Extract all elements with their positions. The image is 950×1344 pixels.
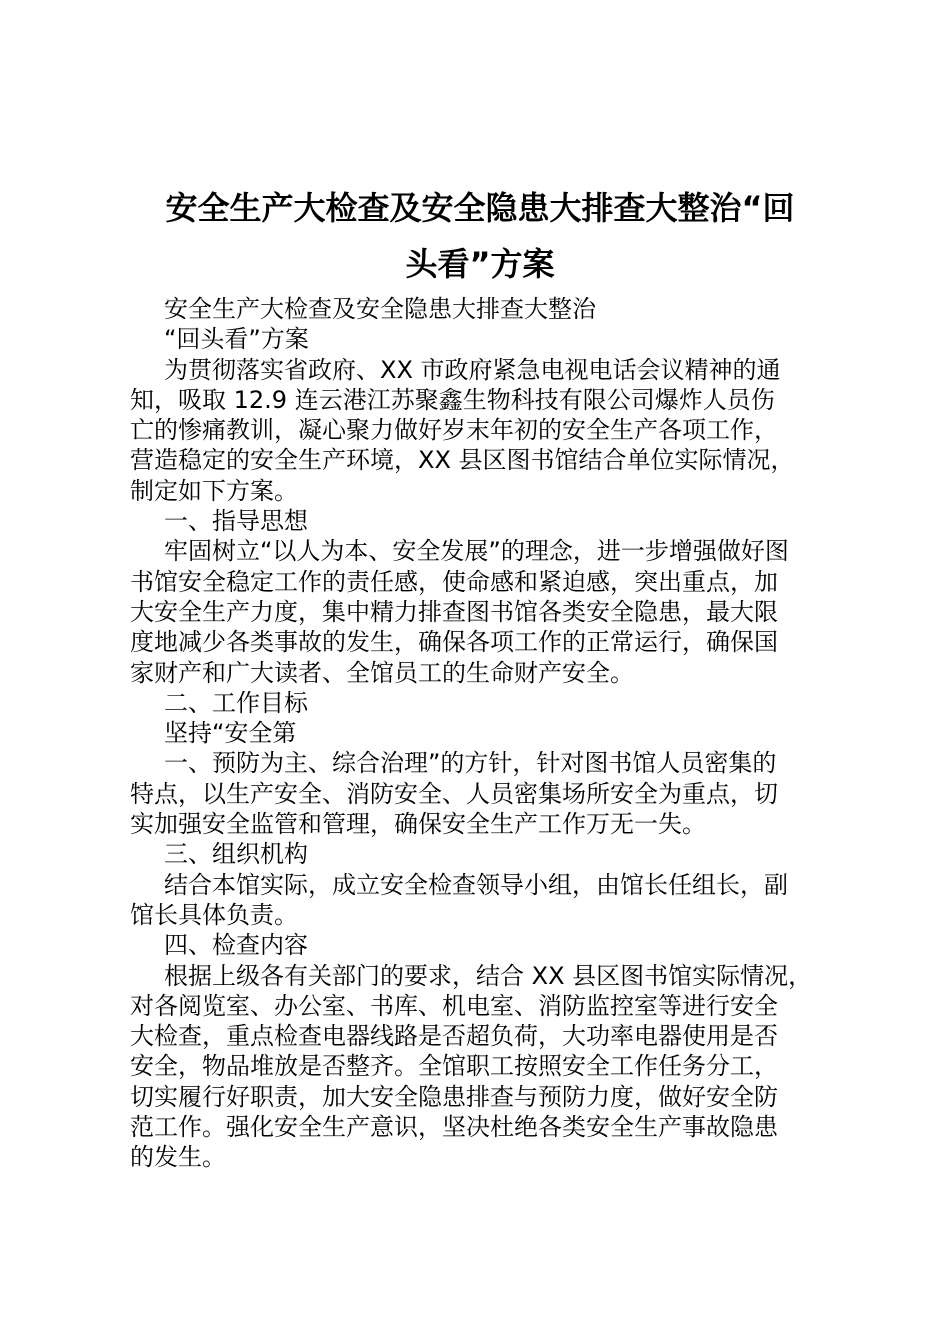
body-line: “回头看”方案 [164, 325, 309, 354]
body-line: 安全，物品堆放是否整齐。全馆职工按照安全工作任务分工， [130, 1052, 778, 1081]
body-line: 大安全生产力度，集中精力排查图书馆各类安全隐患，最大限 [130, 597, 778, 626]
body-line: 根据上级各有关部门的要求，结合 XX 县区图书馆实际情况， [164, 961, 813, 990]
body-line: 馆长具体负责。 [130, 900, 298, 929]
body-line: 一、指导思想 [164, 507, 308, 536]
document-title-line-1: 安全生产大检查及安全隐患大排查大整治“回 [165, 189, 795, 227]
body-line: 安全生产大检查及安全隐患大排查大整治 [164, 295, 596, 323]
body-line: 制定如下方案。 [130, 476, 298, 505]
body-line: 四、检查内容 [164, 931, 308, 960]
body-line: 度地减少各类事故的发生，确保各项工作的正常运行，确保国 [130, 628, 778, 657]
body-line: 营造稳定的安全生产环境，XX 县区图书馆结合单位实际情况， [130, 446, 795, 475]
body-line: 大检查，重点检查电器线路是否超负荷，大功率电器使用是否 [130, 1022, 778, 1051]
body-line: 牢固树立“以人为本、安全发展”的理念，进一步增强做好图 [164, 537, 789, 566]
body-line: 书馆安全稳定工作的责任感，使命感和紧迫感，突出重点，加 [130, 567, 778, 596]
body-line: 结合本馆实际，成立安全检查领导小组，由馆长任组长，副 [164, 870, 788, 899]
body-line: 亡的惨痛教训，凝心聚力做好岁末年初的安全生产各项工作， [130, 416, 778, 445]
body-line: 特点，以生产安全、消防安全、人员密集场所安全为重点，切 [130, 779, 778, 808]
body-line: 为贯彻落实省政府、XX 市政府紧急电视电话会议精神的通 [164, 355, 781, 384]
body-line: 家财产和广大读者、全馆员工的生命财产安全。 [130, 658, 634, 687]
body-line: 坚持“安全第 [164, 719, 297, 748]
body-line: 三、组织机构 [164, 840, 308, 869]
body-line: 知，吸取 12.9 连云港江苏聚鑫生物科技有限公司爆炸人员伤 [130, 385, 775, 414]
body-line: 对各阅览室、办公室、书库、机电室、消防监控室等进行安全 [130, 991, 778, 1020]
body-line: 实加强安全监管和管理，确保安全生产工作万无一失。 [130, 810, 706, 839]
body-line: 的发生。 [130, 1143, 226, 1172]
document-body [130, 294, 830, 1173]
body-line: 二、工作目标 [164, 688, 308, 717]
body-line: 一、预防为主、综合治理”的方针，针对图书馆人员密集的 [164, 749, 777, 778]
document-title-line-2: 头看”方案 [405, 245, 555, 283]
body-line: 切实履行好职责，加大安全隐患排查与预防力度，做好安全防 [130, 1082, 778, 1111]
body-line: 范工作。强化安全生产意识，坚决杜绝各类安全生产事故隐患 [130, 1113, 778, 1142]
